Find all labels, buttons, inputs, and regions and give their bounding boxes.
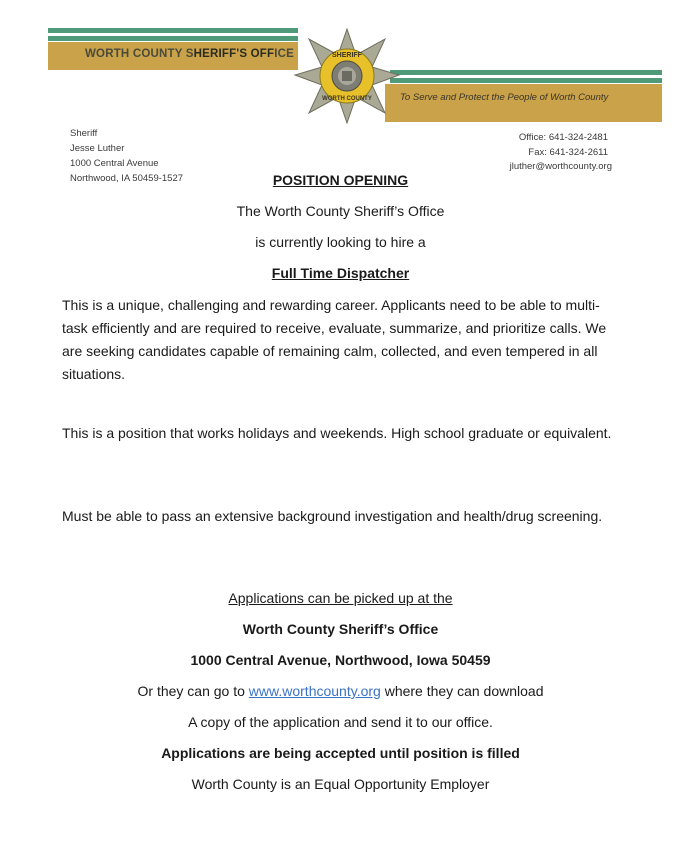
online-line [0,683,681,699]
banner-text-b: HERIFF'S OFF [193,48,275,60]
eoe-line: Worth County is an Equal Opportunity Employer [191,776,490,792]
accepted-line: Applications are being accepted until position is filled [161,745,520,761]
pickup-address: 1000 Central Avenue, Northwood, Iowa 50459 [190,652,491,668]
tagline: To Serve and Protect the People of Worth County [400,92,609,103]
heading-line-1: The Worth County Sheriff’s Office [236,203,445,219]
badge-top-text: SHERIFF [332,52,362,59]
banner-text-a: WORTH COUNTY S [85,48,194,60]
header-stripe-top-left [48,28,298,33]
sheriff-star-badge-icon [293,27,401,125]
banner-text-c: ICE [274,48,294,60]
sender-name: Jesse Luther [70,143,125,154]
header-band-right [385,84,662,122]
office-name-banner [85,48,294,60]
fax-number: Fax: 641-324-2611 [528,146,608,158]
requirements-paragraph: Must be able to pass an extensive background investigation and health/drug screening. [62,508,603,524]
badge-bottom-text: WORTH COUNTY [322,96,372,102]
copy-line: A copy of the application and send it to our office. [188,714,493,730]
pickup-line: Applications can be picked up at the [228,590,453,606]
website-link[interactable]: www.worthcounty.org [248,683,381,699]
sender-role: Sheriff [70,128,98,139]
header-stripe-top-right [390,70,662,75]
office-phone: Office: 641-324-2481 [518,132,608,143]
sender-street: 1000 Central Avenue [70,158,159,169]
position-title: Full Time Dispatcher [271,265,410,281]
contact-block [470,131,612,175]
pickup-office-name: Worth County Sheriff’s Office [242,621,439,637]
contact-email[interactable]: jluther@worthcounty.org [509,161,612,172]
description-paragraph: This is a unique, challenging and rewarding career. Applicants need to be able to multi-task efficiently and are required to receive, evaluate, summarize, and prioritize calls. We are seeking candidates capable of remaining calm, collected, and even tempered in all situations. [62,297,607,382]
header-stripe-second-right [390,78,662,83]
header-stripe-second-left [48,36,298,41]
sender-city: Northwood, IA 50459-1527 [70,173,184,184]
schedule-paragraph: This is a position that works holidays and weekends. High school graduate or equivalent. [62,425,612,441]
online-suffix: where they can download [380,683,544,699]
online-prefix: Or they can go to [137,683,249,699]
heading-line-2: is currently looking to hire a [255,234,426,250]
page-title: POSITION OPENING [272,172,409,188]
